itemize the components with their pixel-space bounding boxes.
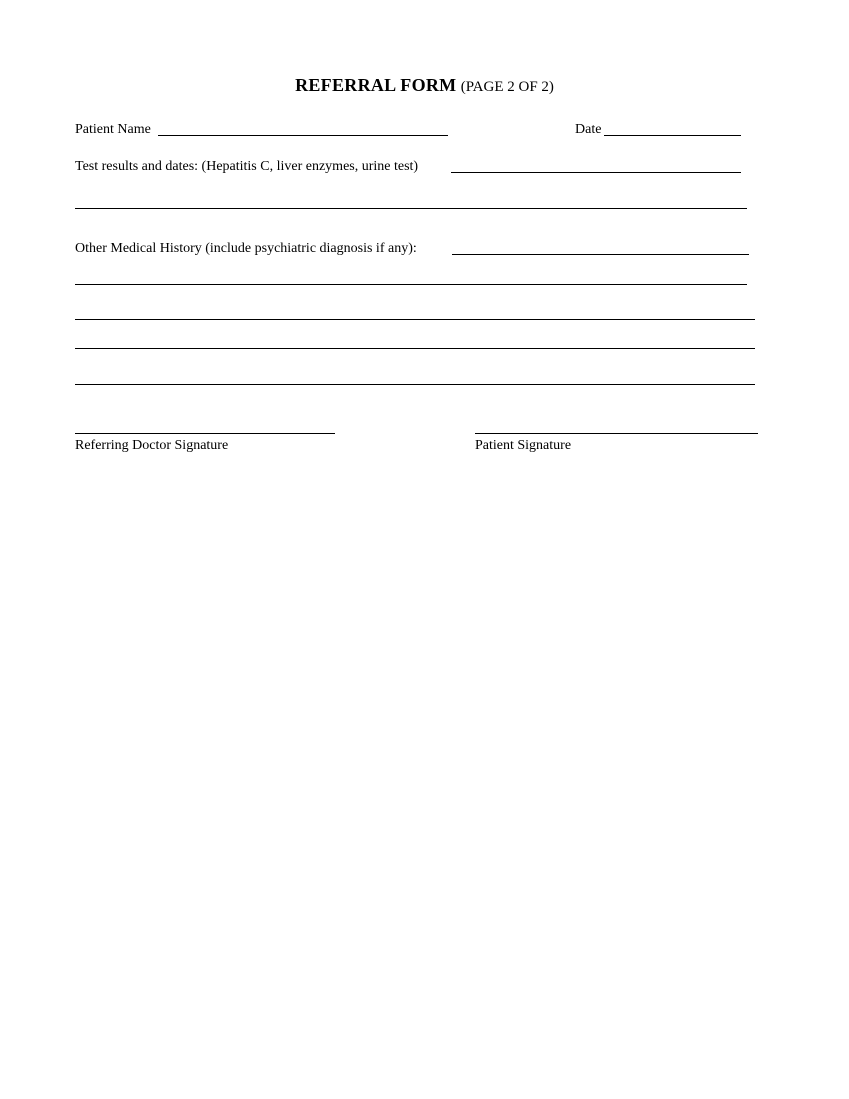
date-field[interactable] [604, 135, 741, 136]
medical-history-field[interactable] [452, 254, 749, 255]
patient-signature-field[interactable] [475, 433, 758, 434]
patient-name-label: Patient Name [75, 122, 151, 137]
date-label: Date [575, 122, 602, 137]
test-results-label: Test results and dates: (Hepatitis C, liver enzymes, urine test) [75, 159, 419, 174]
medical-history-line-3[interactable] [75, 319, 755, 320]
test-results-field[interactable] [451, 172, 741, 173]
medical-history-line-2[interactable] [75, 284, 747, 285]
patient-signature-label: Patient Signature [475, 438, 572, 453]
medical-history-label: Other Medical History (include psychiatric diagnosis if any): [75, 241, 417, 256]
doctor-signature-field[interactable] [75, 433, 335, 434]
form-title [0, 75, 849, 96]
doctor-signature-label: Referring Doctor Signature [75, 438, 229, 453]
form-title-main: REFERRAL FORM [295, 75, 457, 95]
patient-name-field[interactable] [158, 135, 448, 136]
medical-history-line-4[interactable] [75, 348, 755, 349]
medical-history-line-5[interactable] [75, 384, 755, 385]
page-indicator: (PAGE 2 OF 2) [460, 79, 554, 95]
test-results-line-2[interactable] [75, 208, 747, 209]
